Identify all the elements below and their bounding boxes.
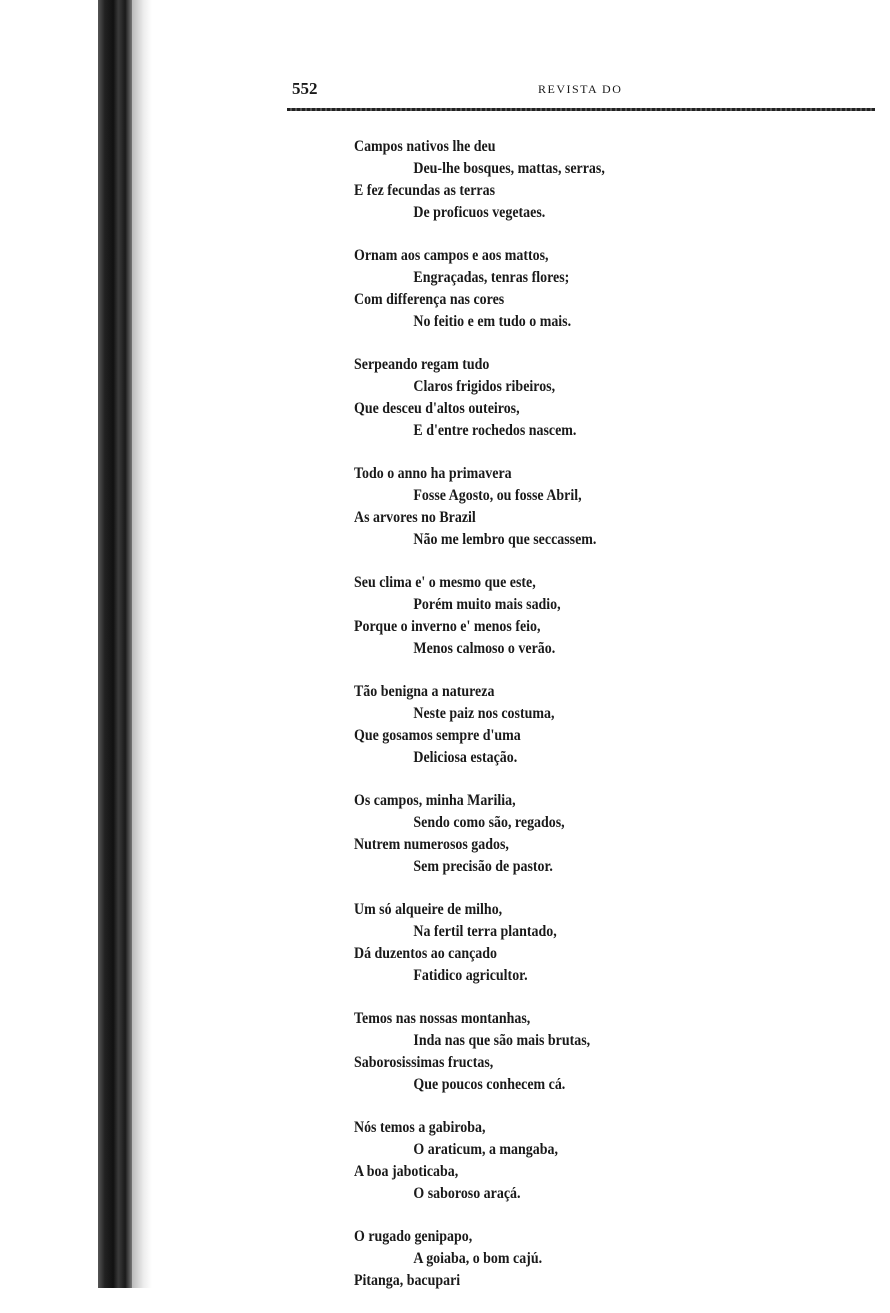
verse-line: Deliciosa estação. [413,749,518,766]
verse-line: Porque o inverno e' menos feio, [354,618,541,635]
verse-line: Temos nas nossas montanhas, [354,1010,531,1027]
stanza [354,136,732,224]
verse-line: Saborosissimas fructas, [354,1054,494,1071]
verse-line: Seu clima e' o mesmo que este, [354,574,536,591]
verse-line: Com differença nas cores [354,291,505,308]
stanza [354,463,732,551]
verse-line: Dá duzentos ao cançado [354,945,498,962]
verse-line: No feitio e em tudo o mais. [413,313,572,330]
stanza [354,572,732,660]
verse-line: Campos nativos lhe deu [354,138,496,155]
verse-line: Todo o anno ha primavera [354,465,512,482]
verse-line: Nós temos a gabiroba, [354,1119,486,1136]
header-rule [287,108,875,111]
page-gutter-shadow [132,0,152,1288]
verse-line: E fez fecundas as terras [354,182,496,199]
verse-line: A boa jaboticaba, [354,1163,459,1180]
verse-line: Nutrem numerosos gados, [354,836,509,853]
stanza [354,1008,732,1096]
verse-line: Inda nas que são mais brutas, [413,1032,591,1049]
verse-line: Tão benigna a natureza [354,683,495,700]
verse-line: O araticum, a mangaba, [413,1141,558,1158]
stanza [354,1117,732,1205]
verse-line: Deu-lhe bosques, mattas, serras, [413,160,605,177]
verse-line: Neste paiz nos costuma, [413,705,555,722]
book-binding-edge [98,0,132,1288]
stanza [354,354,732,442]
verse-line: Que poucos conhecem cá. [413,1076,566,1093]
verse-line: E d'entre rochedos nascem. [413,422,577,439]
verse-line: As arvores no Brazil [354,509,476,526]
verse-line: O saboroso araçá. [413,1185,521,1202]
verse-line: Fosse Agosto, ou fosse Abril, [413,487,582,504]
verse-line: A goiaba, o bom cajú. [413,1250,543,1267]
verse-line: Sem precisão de pastor. [413,858,553,875]
stanza [354,790,732,878]
stanza [354,1226,732,1292]
verse-line: Que desceu d'altos outeiros, [354,400,520,417]
verse-line: Não me lembro que seccassem. [413,531,597,548]
stanza [354,899,732,987]
verse-line: O rugado genipapo, [354,1228,473,1245]
verse-line: Serpeando regam tudo [354,356,490,373]
page-number: 552 [292,79,318,98]
stanza [354,681,732,769]
verse-line: Menos calmoso o verão. [413,640,556,657]
stanza [354,245,732,333]
verse-line: Porém muito mais sadio, [413,596,561,613]
verse-line: Os campos, minha Marilia, [354,792,516,809]
verse-line: Sendo como são, regados, [413,814,565,831]
verse-line: De proficuos vegetaes. [413,204,546,221]
verse-line: Engraçadas, tenras flores; [413,269,570,286]
verse-line: Pitanga, bacupari [354,1272,461,1289]
poem [354,136,732,1313]
verse-line: Fatidico agricultor. [413,967,528,984]
verse-line: Claros frigidos ribeiros, [413,378,556,395]
running-title: REVISTA DO [538,82,623,96]
verse-line: Ornam aos campos e aos mattos, [354,247,549,264]
verse-line: Que gosamos sempre d'uma [354,727,521,744]
verse-line: Na fertil terra plantado, [413,923,557,940]
verse-line: Um só alqueire de milho, [354,901,503,918]
